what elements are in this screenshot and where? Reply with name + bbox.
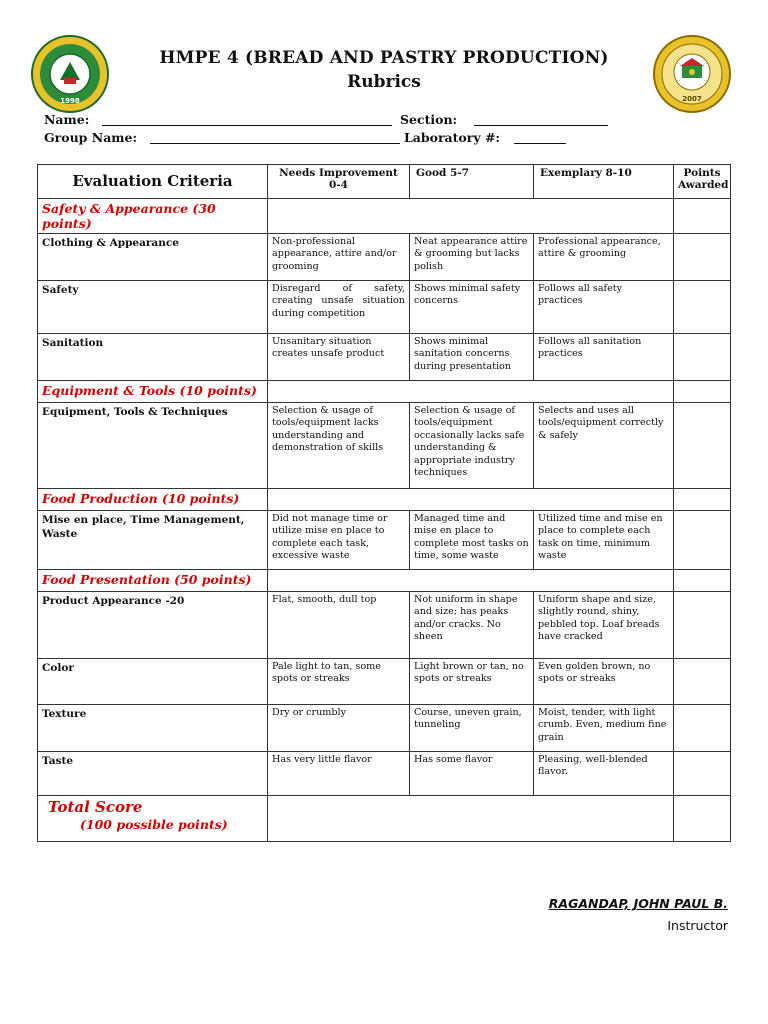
needs-cell: Non-professional appearance, attire and/or grooming (268, 234, 410, 281)
document-subtitle: Rubrics (347, 72, 421, 92)
exemplary-cell: Professional appearance, attire & grooming (534, 234, 674, 281)
header-needs-improvement: Needs Improvement 0-4 (268, 165, 410, 199)
total-possible-points: (100 possible points) (80, 817, 228, 832)
header-good: Good 5-7 (410, 165, 534, 199)
criteria-cell: Sanitation (38, 334, 268, 381)
criteria-cell: Product Appearance -20 (38, 592, 268, 659)
points-cell[interactable] (674, 403, 731, 489)
points-cell[interactable] (674, 334, 731, 381)
section-title-food-presentation: Food Presentation (50 points) (38, 570, 268, 592)
points-cell[interactable] (674, 234, 731, 281)
instructor-role: Instructor (667, 918, 728, 933)
total-spacer (268, 796, 674, 842)
criteria-cell: Color (38, 659, 268, 705)
points-cell[interactable] (674, 489, 731, 511)
header-evaluation-criteria: Evaluation Criteria (38, 165, 268, 199)
section-label: Section: (400, 112, 458, 127)
exemplary-cell: Utilized time and mise en place to complete each task on time, minimum waste (534, 511, 674, 570)
exemplary-cell: Even golden brown, no spots or streaks (534, 659, 674, 705)
section-spacer (268, 570, 674, 592)
table-row (38, 403, 731, 489)
needs-cell: Dry or crumbly (268, 705, 410, 752)
instructor-name: RAGANDAP, JOHN PAUL B. (548, 896, 728, 911)
laboratory-field-line[interactable] (514, 143, 566, 144)
criteria-cell: Clothing & Appearance (38, 234, 268, 281)
section-spacer (268, 199, 674, 234)
good-cell: Shows minimal safety concerns (410, 281, 534, 334)
table-row (38, 281, 731, 334)
good-cell: Managed time and mise en place to complete most tasks on time, some waste (410, 511, 534, 570)
section-spacer (268, 381, 674, 403)
points-cell[interactable] (674, 281, 731, 334)
needs-cell: Did not manage time or utilize mise en place to complete each task, excessive waste (268, 511, 410, 570)
student-info-fields (44, 112, 664, 148)
table-row (38, 511, 731, 570)
exemplary-cell: Follows all safety practices (534, 281, 674, 334)
section-title-food-production: Food Production (10 points) (38, 489, 268, 511)
exemplary-cell: Follows all sanitation practices (534, 334, 674, 381)
points-cell[interactable] (674, 511, 731, 570)
needs-cell: Has very little flavor (268, 752, 410, 796)
exemplary-cell: Selects and uses all tools/equipment correctly & safely (534, 403, 674, 489)
points-cell[interactable] (674, 381, 731, 403)
points-cell[interactable] (674, 705, 731, 752)
section-field-line[interactable] (474, 125, 608, 126)
rubric-table (37, 164, 731, 842)
table-row (38, 659, 731, 705)
criteria-cell: Safety (38, 281, 268, 334)
exemplary-cell: Uniform shape and size, slightly round, shiny, pebbled top. Loaf breads have cracked (534, 592, 674, 659)
needs-cell: Disregard of safety, creating unsafe situation during competition (268, 281, 410, 334)
group-name-field-line[interactable] (150, 143, 400, 144)
good-cell: Selection & usage of tools/equipment occasionally lacks safe understanding & appropriate industry techniques (410, 403, 534, 489)
table-row (38, 592, 731, 659)
right-seal-year: 2007 (682, 95, 702, 103)
good-cell: Not uniform in shape and size; has peaks and/or cracks. No sheen (410, 592, 534, 659)
good-cell: Light brown or tan, no spots or streaks (410, 659, 534, 705)
section-spacer (268, 489, 674, 511)
exemplary-cell: Pleasing, well-blended flavor. (534, 752, 674, 796)
needs-cell: Flat, smooth, dull top (268, 592, 410, 659)
laboratory-label: Laboratory #: (404, 130, 501, 145)
exemplary-cell: Moist, tender, with light crumb. Even, medium fine grain (534, 705, 674, 752)
good-cell: Has some flavor (410, 752, 534, 796)
points-cell[interactable] (674, 199, 731, 234)
name-label: Name: (44, 112, 90, 127)
good-cell: Neat appearance attire & grooming but lacks polish (410, 234, 534, 281)
document-title: HMPE 4 (BREAD AND PASTRY PRODUCTION) (159, 48, 609, 68)
group-name-label: Group Name: (44, 130, 138, 145)
table-row (38, 234, 731, 281)
section-title-equipment-tools: Equipment & Tools (10 points) (38, 381, 268, 403)
section-title-safety-appearance: Safety & Appearance (30 points) (38, 199, 268, 234)
points-cell[interactable] (674, 570, 731, 592)
criteria-cell: Mise en place, Time Management, Waste (38, 511, 268, 570)
table-row (38, 752, 731, 796)
total-score-cell (38, 796, 268, 842)
points-cell[interactable] (674, 659, 731, 705)
header-exemplary: Exemplary 8-10 (534, 165, 674, 199)
total-score-label: Total Score (48, 798, 143, 816)
left-seal-year: 1998 (60, 97, 80, 105)
points-cell[interactable] (674, 752, 731, 796)
criteria-cell: Texture (38, 705, 268, 752)
table-row (38, 705, 731, 752)
criteria-cell: Taste (38, 752, 268, 796)
points-cell[interactable] (674, 592, 731, 659)
needs-cell: Unsanitary situation creates unsafe product (268, 334, 410, 381)
needs-cell: Selection & usage of tools/equipment lacks understanding and demonstration of skills (268, 403, 410, 489)
total-points-cell[interactable] (674, 796, 731, 842)
good-cell: Shows minimal sanitation concerns during presentation (410, 334, 534, 381)
criteria-cell: Equipment, Tools & Techniques (38, 403, 268, 489)
header-points-awarded: Points Awarded (674, 165, 731, 199)
name-field-line[interactable] (102, 125, 392, 126)
good-cell: Course, uneven grain, tunneling (410, 705, 534, 752)
table-row (38, 334, 731, 381)
needs-cell: Pale light to tan, some spots or streaks (268, 659, 410, 705)
